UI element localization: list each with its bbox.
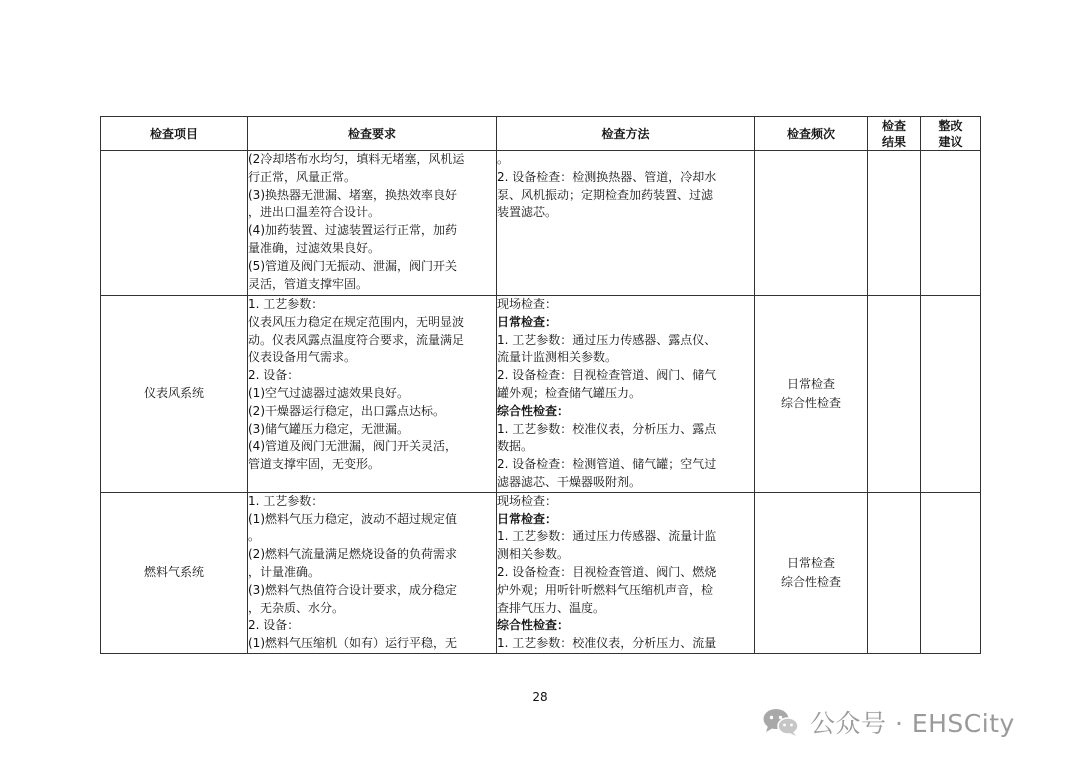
- cell-text-line: (3)储气罐压力稳定，无泄漏。: [248, 421, 409, 436]
- row-result-cell: [868, 296, 921, 493]
- cell-text-line: (1)燃料气压力稳定，波动不超过规定值: [248, 511, 457, 526]
- header-result: [868, 117, 921, 151]
- header-rectification-line: 整改: [938, 118, 963, 133]
- cell-text-line: 1. 工艺参数：通过压力传感器、流量计监: [497, 529, 717, 544]
- header-rectification-line: 建议: [938, 134, 963, 149]
- page-number: 28: [532, 690, 548, 704]
- cell-text-line: (2)干燥器运行稳定，出口露点达标。: [248, 403, 445, 418]
- cell-text-line: (2冷却塔布水均匀，填料无堵塞，风机运: [248, 152, 465, 166]
- row-item: [101, 151, 248, 296]
- cell-text-line: 流量计监测相关参数。: [497, 350, 618, 365]
- row-requirement: [248, 151, 497, 296]
- cell-text-line: 数据。: [497, 439, 534, 454]
- cell-text-line: (2)燃料气流量满足燃烧设备的负荷需求: [248, 547, 457, 562]
- cell-text-line: (3)燃料气热值符合设计要求，成分稳定: [248, 582, 457, 597]
- cell-text-line: ，无杂质、水分。: [248, 600, 345, 615]
- cell-text-line: 2. 设备：: [248, 618, 300, 633]
- row-method: [497, 296, 755, 493]
- row-rectification-cell: [921, 151, 981, 296]
- cell-text-line: 日常检查: [786, 555, 835, 570]
- header-rectification: [921, 117, 981, 151]
- cell-text-line: 现场检查：: [497, 297, 558, 311]
- cell-text-line: 2. 设备检查：检测换热器、管道，冷却水: [497, 169, 717, 184]
- cell-text-line: 2. 设备检查：目视检查管道、阀门、燃烧: [497, 564, 717, 579]
- cell-text-line: 1. 工艺参数：校准仪表，分析压力、流量: [497, 636, 717, 651]
- cell-text-line: 综合性检查: [780, 574, 841, 589]
- cell-text-line: 。: [248, 529, 261, 544]
- cell-text-line: 现场检查：: [497, 493, 558, 508]
- cell-text-line: (5)管道及阀门无振动、泄漏，阀门开关: [248, 258, 457, 273]
- cell-text-line: 灵活，管道支撑牢固。: [248, 276, 369, 291]
- cell-text-line: ，进出口温差符合设计。: [248, 205, 381, 220]
- row-result-cell: [868, 151, 921, 296]
- row-rectification-cell: [921, 492, 981, 653]
- row-frequency: [755, 296, 868, 493]
- table-row: [101, 492, 981, 653]
- cell-text-line: (1)燃料气压缩机（如有）运行平稳，无: [248, 636, 457, 651]
- row-item: 仪表风系统: [101, 296, 248, 493]
- cell-text-line: 日常检查: [786, 376, 835, 391]
- cell-text-line: 1. 工艺参数：通过压力传感器、露点仪、: [497, 332, 717, 347]
- cell-text-line: 炉外观；用听针听燃料气压缩机声音，检: [497, 582, 714, 597]
- cell-text-line: 仪表设备用气需求。: [248, 350, 357, 365]
- row-item: 燃料气系统: [101, 492, 248, 653]
- cell-text-line: 装置滤芯。: [497, 205, 558, 220]
- cell-text-line: ，计量准确。: [248, 564, 321, 579]
- cell-text-line: 1. 工艺参数：校准仪表，分析压力、露点: [497, 421, 717, 436]
- row-method: [497, 151, 755, 296]
- cell-text-line: 2. 设备检查：目视检查管道、阀门、储气: [497, 368, 717, 383]
- cell-text-line: 2. 设备检查：检测管道、储气罐；空气过: [497, 457, 717, 472]
- header-item: 检查项目: [101, 117, 248, 151]
- watermark: [762, 702, 1015, 742]
- row-requirement: [248, 296, 497, 493]
- cell-text-line: 1. 工艺参数：: [248, 493, 324, 508]
- cell-text-line: (4)加药装置、过滤装置运行正常，加药: [248, 223, 457, 238]
- cell-text-line: 查排气压力、温度。: [497, 600, 606, 615]
- header-result-line: 检查: [881, 118, 906, 133]
- cell-text-line: 滤器滤芯、干燥器吸附剂。: [497, 474, 642, 489]
- cell-text-line: 行正常，风量正常。: [248, 169, 357, 184]
- cell-text-line: 综合性检查：: [497, 618, 570, 633]
- table-header-row: [101, 117, 981, 151]
- header-result-line: 结果: [881, 134, 906, 149]
- row-requirement: [248, 492, 497, 653]
- cell-text-line: 管道支撑牢固，无变形。: [248, 457, 381, 472]
- header-frequency: 检查频次: [755, 117, 868, 151]
- header-method: 检查方法: [497, 117, 755, 151]
- cell-text-line: 仪表风压力稳定在规定范围内，无明显波: [248, 314, 465, 329]
- cell-text-line: 量准确，过滤效果良好。: [248, 240, 381, 255]
- row-result-cell: [868, 492, 921, 653]
- watermark-text: 公众号 · EHSCity: [810, 709, 1015, 738]
- cell-text-line: (1)空气过滤器过滤效果良好。: [248, 385, 409, 400]
- row-frequency: [755, 151, 868, 296]
- cell-text-line: 泵、风机振动；定期检查加药装置、过滤: [497, 187, 714, 202]
- cell-text-line: (3)换热器无泄漏、堵塞，换热效率良好: [248, 187, 457, 202]
- cell-text-line: 2. 设备：: [248, 368, 300, 383]
- table-row: [101, 151, 981, 296]
- cell-text-line: (4)管道及阀门无泄漏，阀门开关灵活，: [248, 439, 457, 454]
- cell-text-line: 1. 工艺参数：: [248, 297, 324, 311]
- cell-text-line: 测相关参数。: [497, 547, 570, 562]
- cell-text-line: 日常检查：: [497, 314, 558, 329]
- inspection-table: [100, 116, 981, 654]
- cell-text-line: 罐外观；检查储气罐压力。: [497, 385, 642, 400]
- table-row: [101, 296, 981, 493]
- row-method: [497, 492, 755, 653]
- header-requirement: 检查要求: [248, 117, 497, 151]
- cell-text-line: 综合性检查: [780, 395, 841, 410]
- cell-text-line: 动。仪表风露点温度符合要求，流量满足: [248, 332, 465, 347]
- cell-text-line: 综合性检查：: [497, 403, 570, 418]
- row-rectification-cell: [921, 296, 981, 493]
- row-frequency: [755, 492, 868, 653]
- wechat-icon: [762, 707, 800, 737]
- cell-text-line: 。: [497, 152, 510, 166]
- cell-text-line: 日常检查：: [497, 511, 558, 526]
